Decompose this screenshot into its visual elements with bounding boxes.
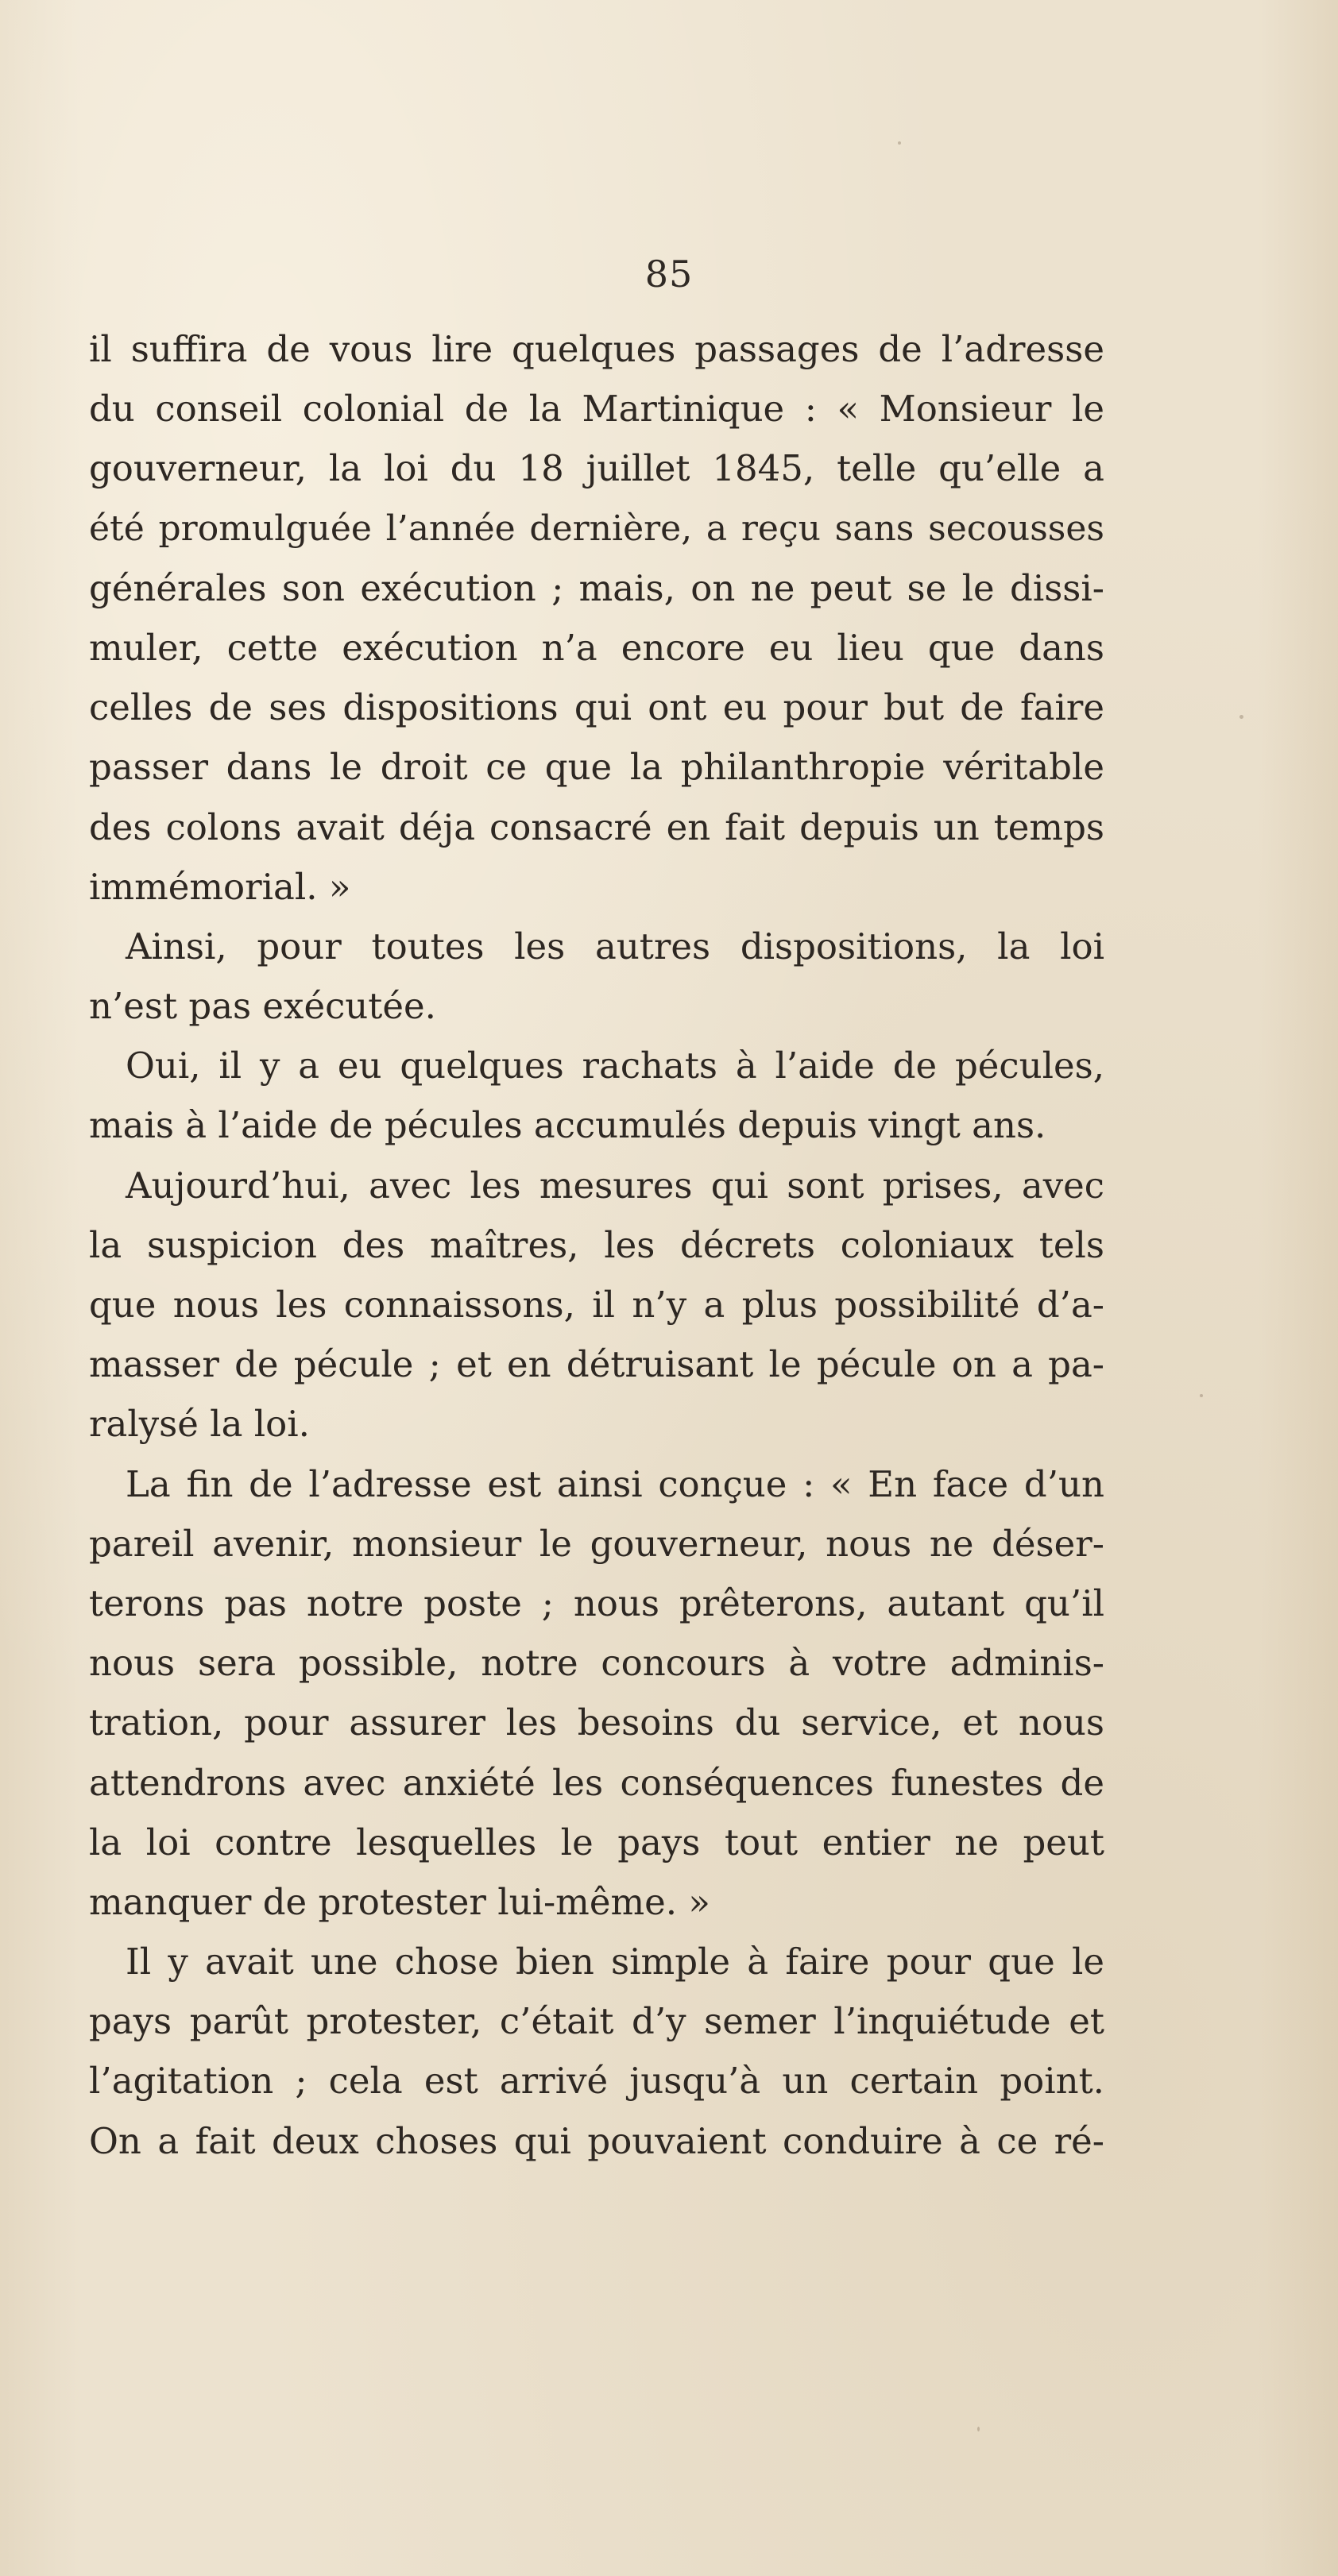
text-line: la suspicion des maîtres, les décrets coloniaux tels [89,1223,1104,1266]
text-line: terons pas notre poste ; nous prêterons, autant qu’il [89,1582,1104,1624]
text-line: il suffira de vous lire quelques passages de l’adresse [89,328,1104,370]
text-line: la loi contre lesquelles le pays tout entier ne peut [89,1821,1104,1863]
paper-speck [1239,715,1243,719]
text-line: du conseil colonial de la Martinique : « Monsieur le [89,388,1104,431]
paragraph-first-line: Oui, il y a eu quelques rachats à l’aide de pécules, [126,1045,1104,1087]
text-line: tration, pour assurer les besoins du service, et nous [89,1701,1104,1744]
text-line: ralysé la loi. [89,1403,310,1446]
text-line: On a fait deux choses qui pouvaient conduire à ce ré- [89,2119,1104,2162]
page-number: 85 [644,253,694,295]
paragraph-first-line: La fin de l’adresse est ainsi conçue : « En face d’un [126,1462,1104,1505]
text-line: que nous les connaissons, il n’y a plus possibilité d’a- [89,1284,1104,1326]
body-text [89,319,1104,2171]
paragraph-first-line: Ainsi, pour toutes les autres dispositions, la loi [126,925,1104,967]
text-line: muler, cette exécution n’a encore eu lieu que dans [89,626,1104,669]
paper-speck [1200,1394,1203,1397]
text-line: l’agitation ; cela est arrivé jusqu’à un certain point. [89,2060,1104,2103]
text-line: celles de ses dispositions qui ont eu pour but de faire [89,686,1104,729]
text-line: nous sera possible, notre concours à votre adminis- [89,1642,1104,1685]
text-line: masser de pécule ; et en détruisant le pécule on a pa- [89,1343,1104,1386]
text-line: des colons avait déja consacré en fait depuis un temps [89,805,1104,848]
text-line: générales son exécution ; mais, on ne peut se le dissi- [89,566,1104,609]
text-line: manquer de protester lui-même. » [89,1880,710,1923]
text-line: gouverneur, la loi du 18 juillet 1845, telle qu’elle a [89,447,1104,490]
text-line: été promulguée l’année dernière, a reçu sans secousses [89,508,1104,549]
text-line: attendrons avec anxiété les conséquences funestes de [89,1761,1104,1804]
paragraph-first-line: Il y avait une chose bien simple à faire pour que le [126,1941,1104,1983]
text-line: n’est pas exécutée. [89,985,436,1028]
text-line: pareil avenir, monsieur le gouverneur, nous ne déser- [89,1522,1104,1565]
text-line: immémorial. » [89,865,351,908]
paper-speck [977,2427,980,2431]
text-line: passer dans le droit ce que la philanthropie véritable [89,746,1104,789]
paper-speck [898,141,901,145]
text-line: mais à l’aide de pécules accumulés depuis vingt ans. [89,1104,1046,1147]
paragraph-first-line: Aujourd’hui, avec les mesures qui sont prises, avec [126,1164,1104,1207]
text-line: pays parût protester, c’était d’y semer l’inquiétude et [89,2000,1104,2043]
